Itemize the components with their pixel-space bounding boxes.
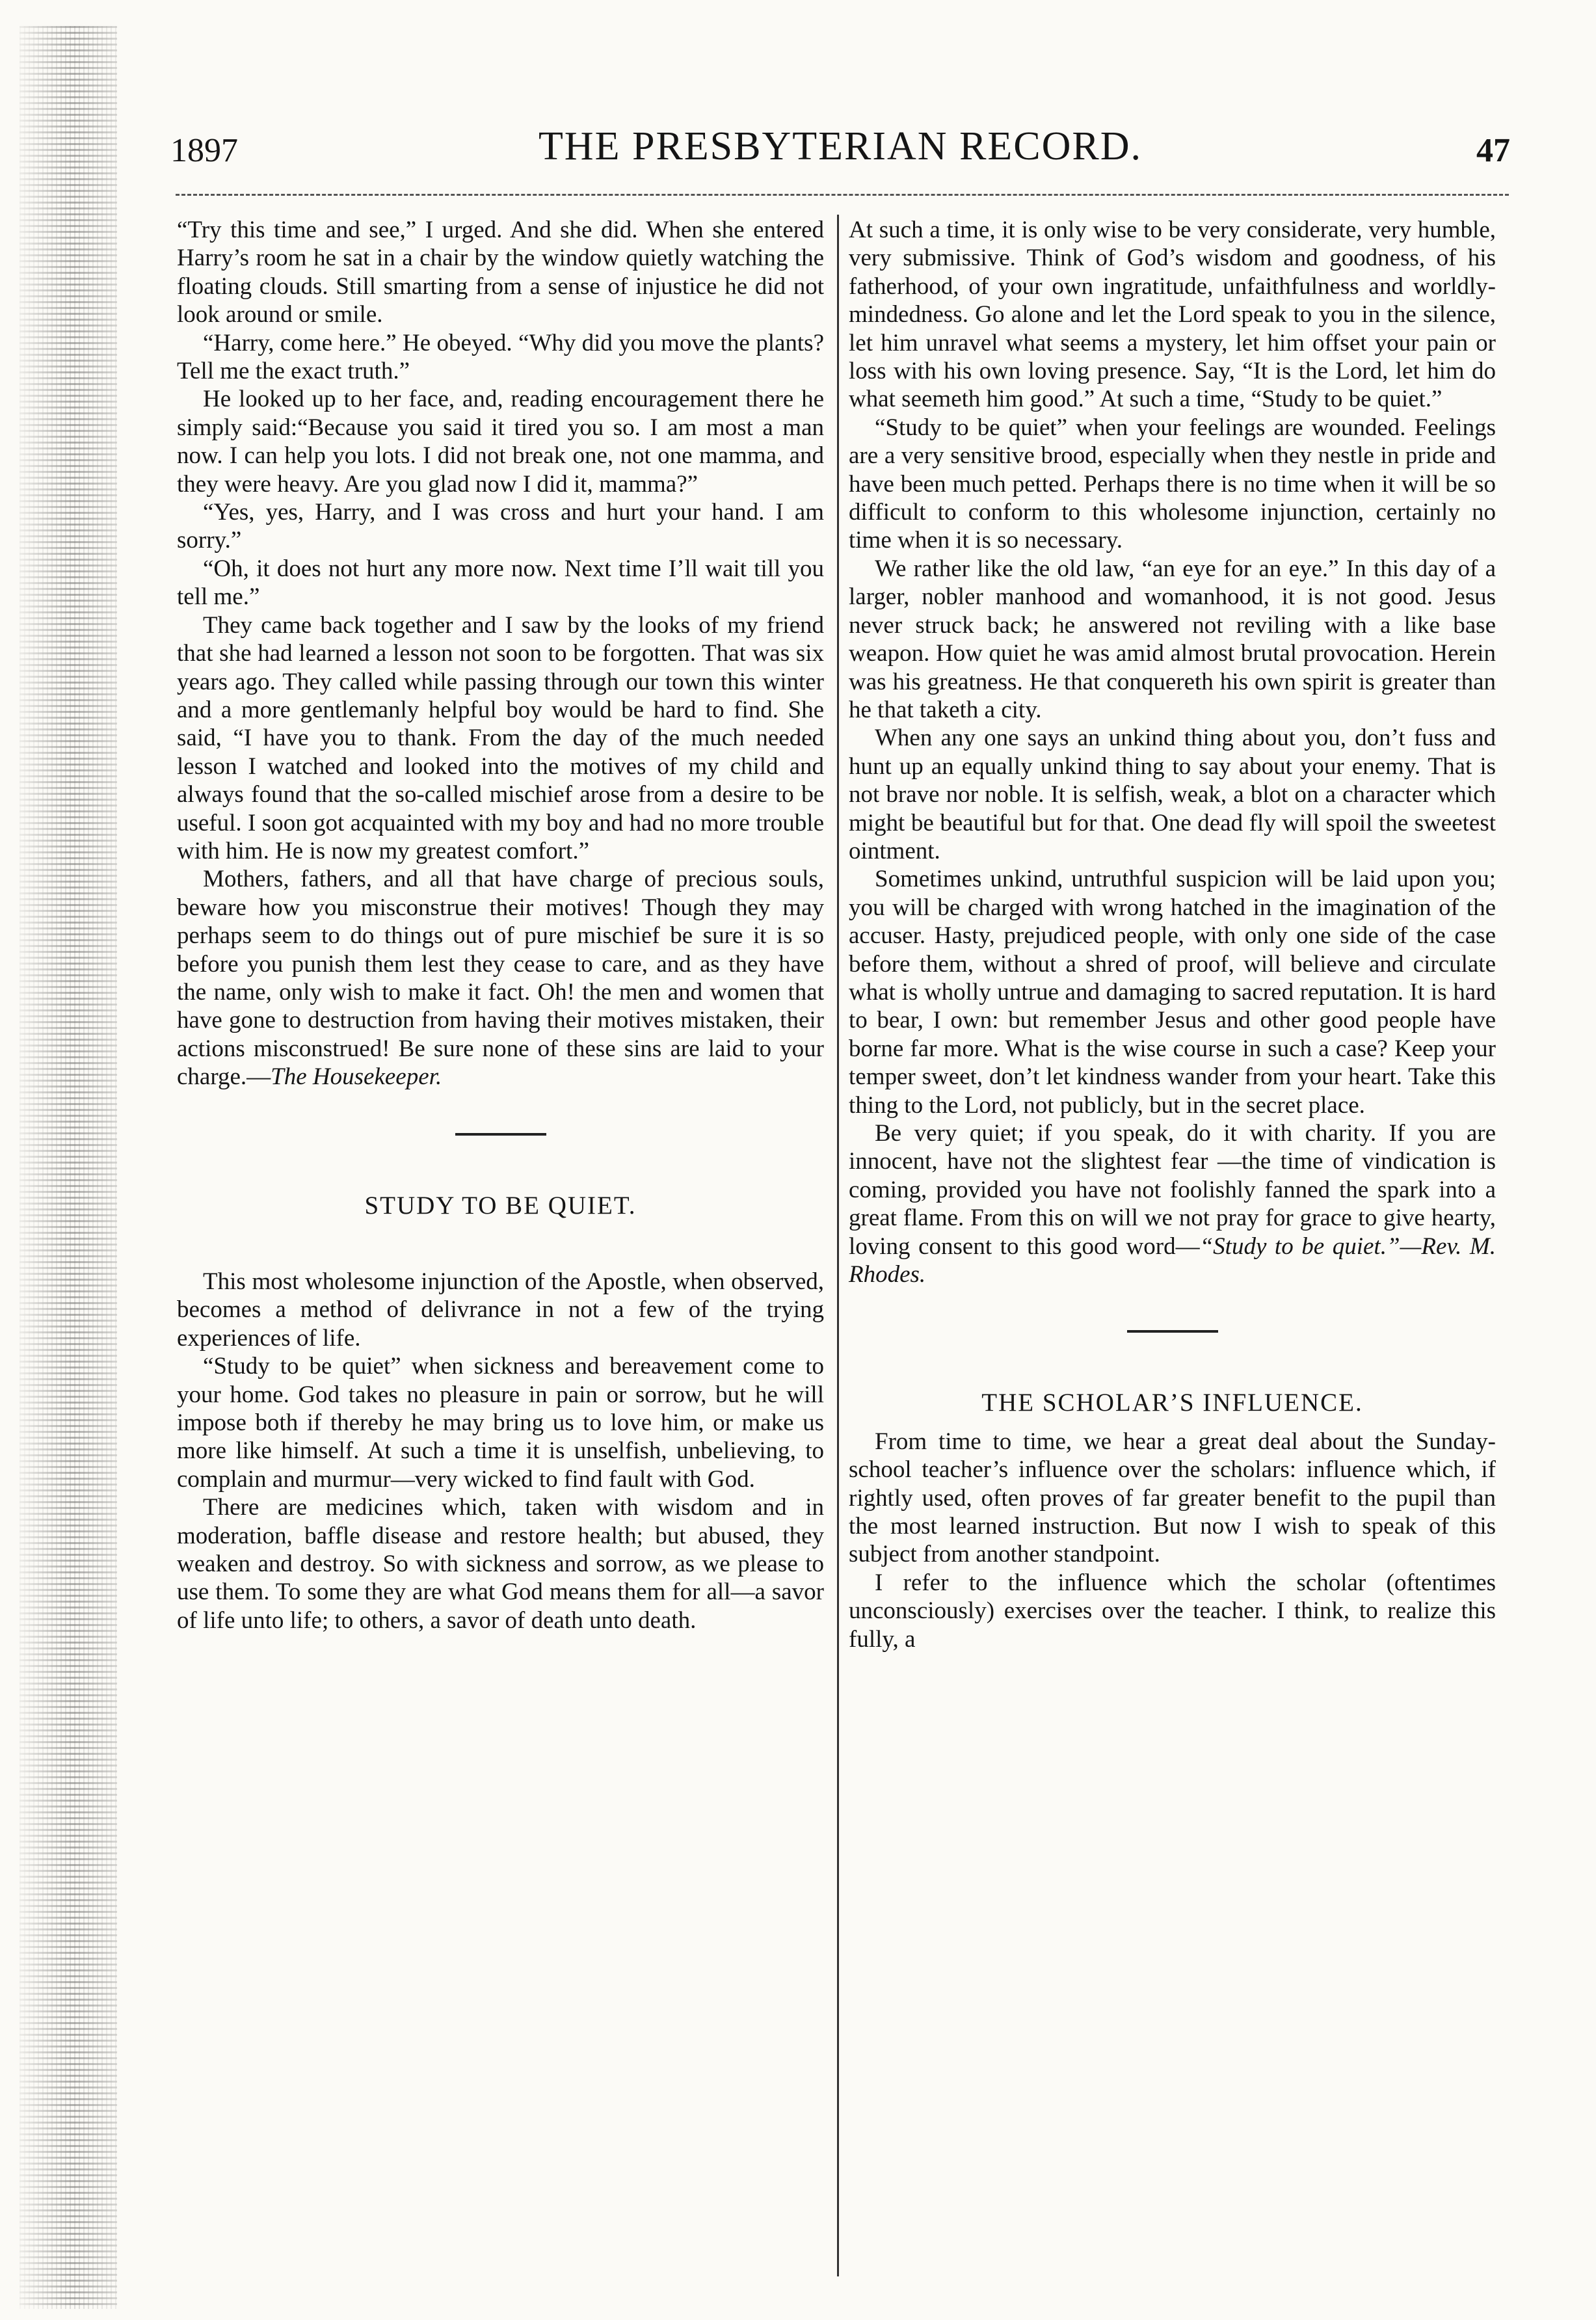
article-paragraph: “Study to be quiet” when your feelings are wounded. Feelings are a very sensitive brood, especially when they nestle in pride and have been much petted. Perhaps there is no time when it will be so difficult to conform to this wholesome injunction, certainly no time when it is so necessary. <box>849 414 1496 554</box>
article-paragraph: From time to time, we hear a great deal about the Sunday-school teacher’s influence over the scholars: influence which, if rightly used, often proves of far greater benefit to the pupil than the most learned instruction. But now I wish to speak of this subject from another standpoint. <box>849 1428 1496 1568</box>
article-paragraph: Sometimes unkind, untruthful suspicion will be laid upon you; you will be charged with wrong hatched in the imagination of the accuser. Hasty, prejudiced people, with only one side of the case before them, without a shred of proof, will believe and circulate what is wholly untrue and damaging to sacred reputation. It is hard to bear, I own: but remember Jesus and other good people have borne far more. What is the wise course in such a case? Keep your temper sweet, don’t let kindness wander from your heart. Take this thing to the Lord, not publicly, but in the secret place. <box>849 866 1496 1119</box>
story-paragraph: “Try this time and see,” I urged. And she did. When she entered Harry’s room he sat in a chair by the window quietly watching the floating clouds. Still smarting from a sense of injustice he did not look around or smile. <box>177 217 824 328</box>
section-separator <box>1127 1330 1218 1333</box>
closing-text: Mothers, fathers, and all that have charge of precious souls, beware how you misconstrue their motives! Though they may perhaps seem to do things out of pure mischief be sure it is so before you punish them lest they cease to care, and as they have the name, only wish to make it fact. Oh! the men and women that have gone to destruction from having their motives mistaken, their actions misconstrued! Be sure none of these sins are laid to your charge.— <box>177 866 824 1091</box>
article-paragraph: “Study to be quiet” when sickness and bereavement come to your home. God takes no pleasure in pain or sorrow, but he will impose both if thereby he may bring us to love him, or make us more like himself. At such a time it is unselfish, unbelieving, to complain and murmur—very wicked to find fault with God. <box>177 1353 824 1493</box>
story-paragraph: They came back together and I saw by the looks of my friend that she had learned a lesson not soon to be forgotten. That was six years ago. They called while passing through our town this winter and a more gentlemanly helpful boy would be hard to find. She said, “I have you to thank. From the day of the much needed lesson I watched and looked into the motives of my child and always found that the so-called mischief arose from a desire to be useful. I soon got acquainted with my boy and had no more trouble with him. He is now my greatest comfort.” <box>177 611 824 864</box>
article-paragraph: When any one says an unkind thing about you, don’t fuss and hunt up an equally unkind thing to say about your enemy. That is not brave nor noble. It is selfish, weak, a blot on a character which might be beautiful but for that. One dead fly will spoil the sweetest ointment. <box>849 725 1496 864</box>
left-column <box>177 216 824 1634</box>
story-attribution: The Housekeeper. <box>271 1063 442 1091</box>
story-paragraph: “Harry, come here.” He obeyed. “Why did you move the plants? Tell me the exact truth.” <box>177 329 824 385</box>
closing-text: Be very quiet; if you speak, do it with charity. If you are innocent, have not the slightest fear —the time of vindication is coming, provided you have not foolishly fanned the spark into a great flame. From this on will we not pray for grace to give hearty, loving consent to this good word— <box>849 1120 1496 1260</box>
binding-gutter <box>20 26 117 2309</box>
header-year: 1897 <box>170 132 238 169</box>
story-closing-paragraph <box>177 865 824 1091</box>
article-paragraph: At such a time, it is only wise to be very considerate, very humble, very submissive. Think of God’s wisdom and goodness, of his fatherhood, of your own ingratitude, unfaithfulness and worldly-mindedness. Go alone and let the Lord speak to you in the silence, let him unravel what seems a mystery, let him offset your pain or loss with his own loving presence. Say, “It is the Lord, let him do what seemeth him good.” At such a time, “Study to be quiet.” <box>849 217 1496 413</box>
story-paragraph: “Yes, yes, Harry, and I was cross and hurt your hand. I am sorry.” <box>177 499 824 554</box>
article-paragraph: There are medicines which, taken with wisdom and in moderation, baffle disease and restore health; but abused, they weaken and destroy. So with sickness and sorrow, as we please to use them. To some they are what God means them for all—a savor of life unto life; to others, a savor of death unto death. <box>177 1494 824 1634</box>
article-paragraph: We rather like the old law, “an eye for an eye.” In this day of a larger, nobler manhood and womanhood, it is not good. Jesus never struck back; he answered not reviling with a like base weapon. How quiet he was amid almost brutal provocation. Herein was his greatness. He that conquereth his own spirit is greater than he that taketh a city. <box>849 555 1496 723</box>
section-title-study-to-be-quiet: STUDY TO BE QUIET. <box>364 1191 637 1220</box>
article-attribution: “Study to be quiet.”—Rev. M. Rhodes. <box>849 1233 1496 1288</box>
article-closing-paragraph <box>849 1119 1496 1288</box>
header-rule <box>176 194 1509 196</box>
column-divider <box>837 215 839 2276</box>
right-column <box>849 216 1496 1653</box>
header-title: THE PRESBYTERIAN RECORD. <box>538 124 1143 168</box>
running-header <box>170 124 1510 182</box>
page-number: 47 <box>1476 132 1510 169</box>
section-separator <box>455 1133 546 1136</box>
article-paragraph: This most wholesome injunction of the Apostle, when observed, becomes a method of delivrance in not a few of the trying experiences of life. <box>177 1268 824 1352</box>
story-paragraph: “Oh, it does not hurt any more now. Next time I’ll wait till you tell me.” <box>177 555 824 611</box>
section-title-scholars-influence: THE SCHOLAR’S INFLUENCE. <box>981 1389 1363 1417</box>
article-paragraph: I refer to the influence which the scholar (oftentimes unconsciously) exercises over the teacher. I think, to realize this fully, a <box>849 1569 1496 1653</box>
story-paragraph: He looked up to her face, and, reading encouragement there he simply said:“Because you said it tired you so. I am most a man now. I can help you lots. I did not break one, not one mamma, and they were heavy. Are you glad now I did it, mamma?” <box>177 386 824 498</box>
